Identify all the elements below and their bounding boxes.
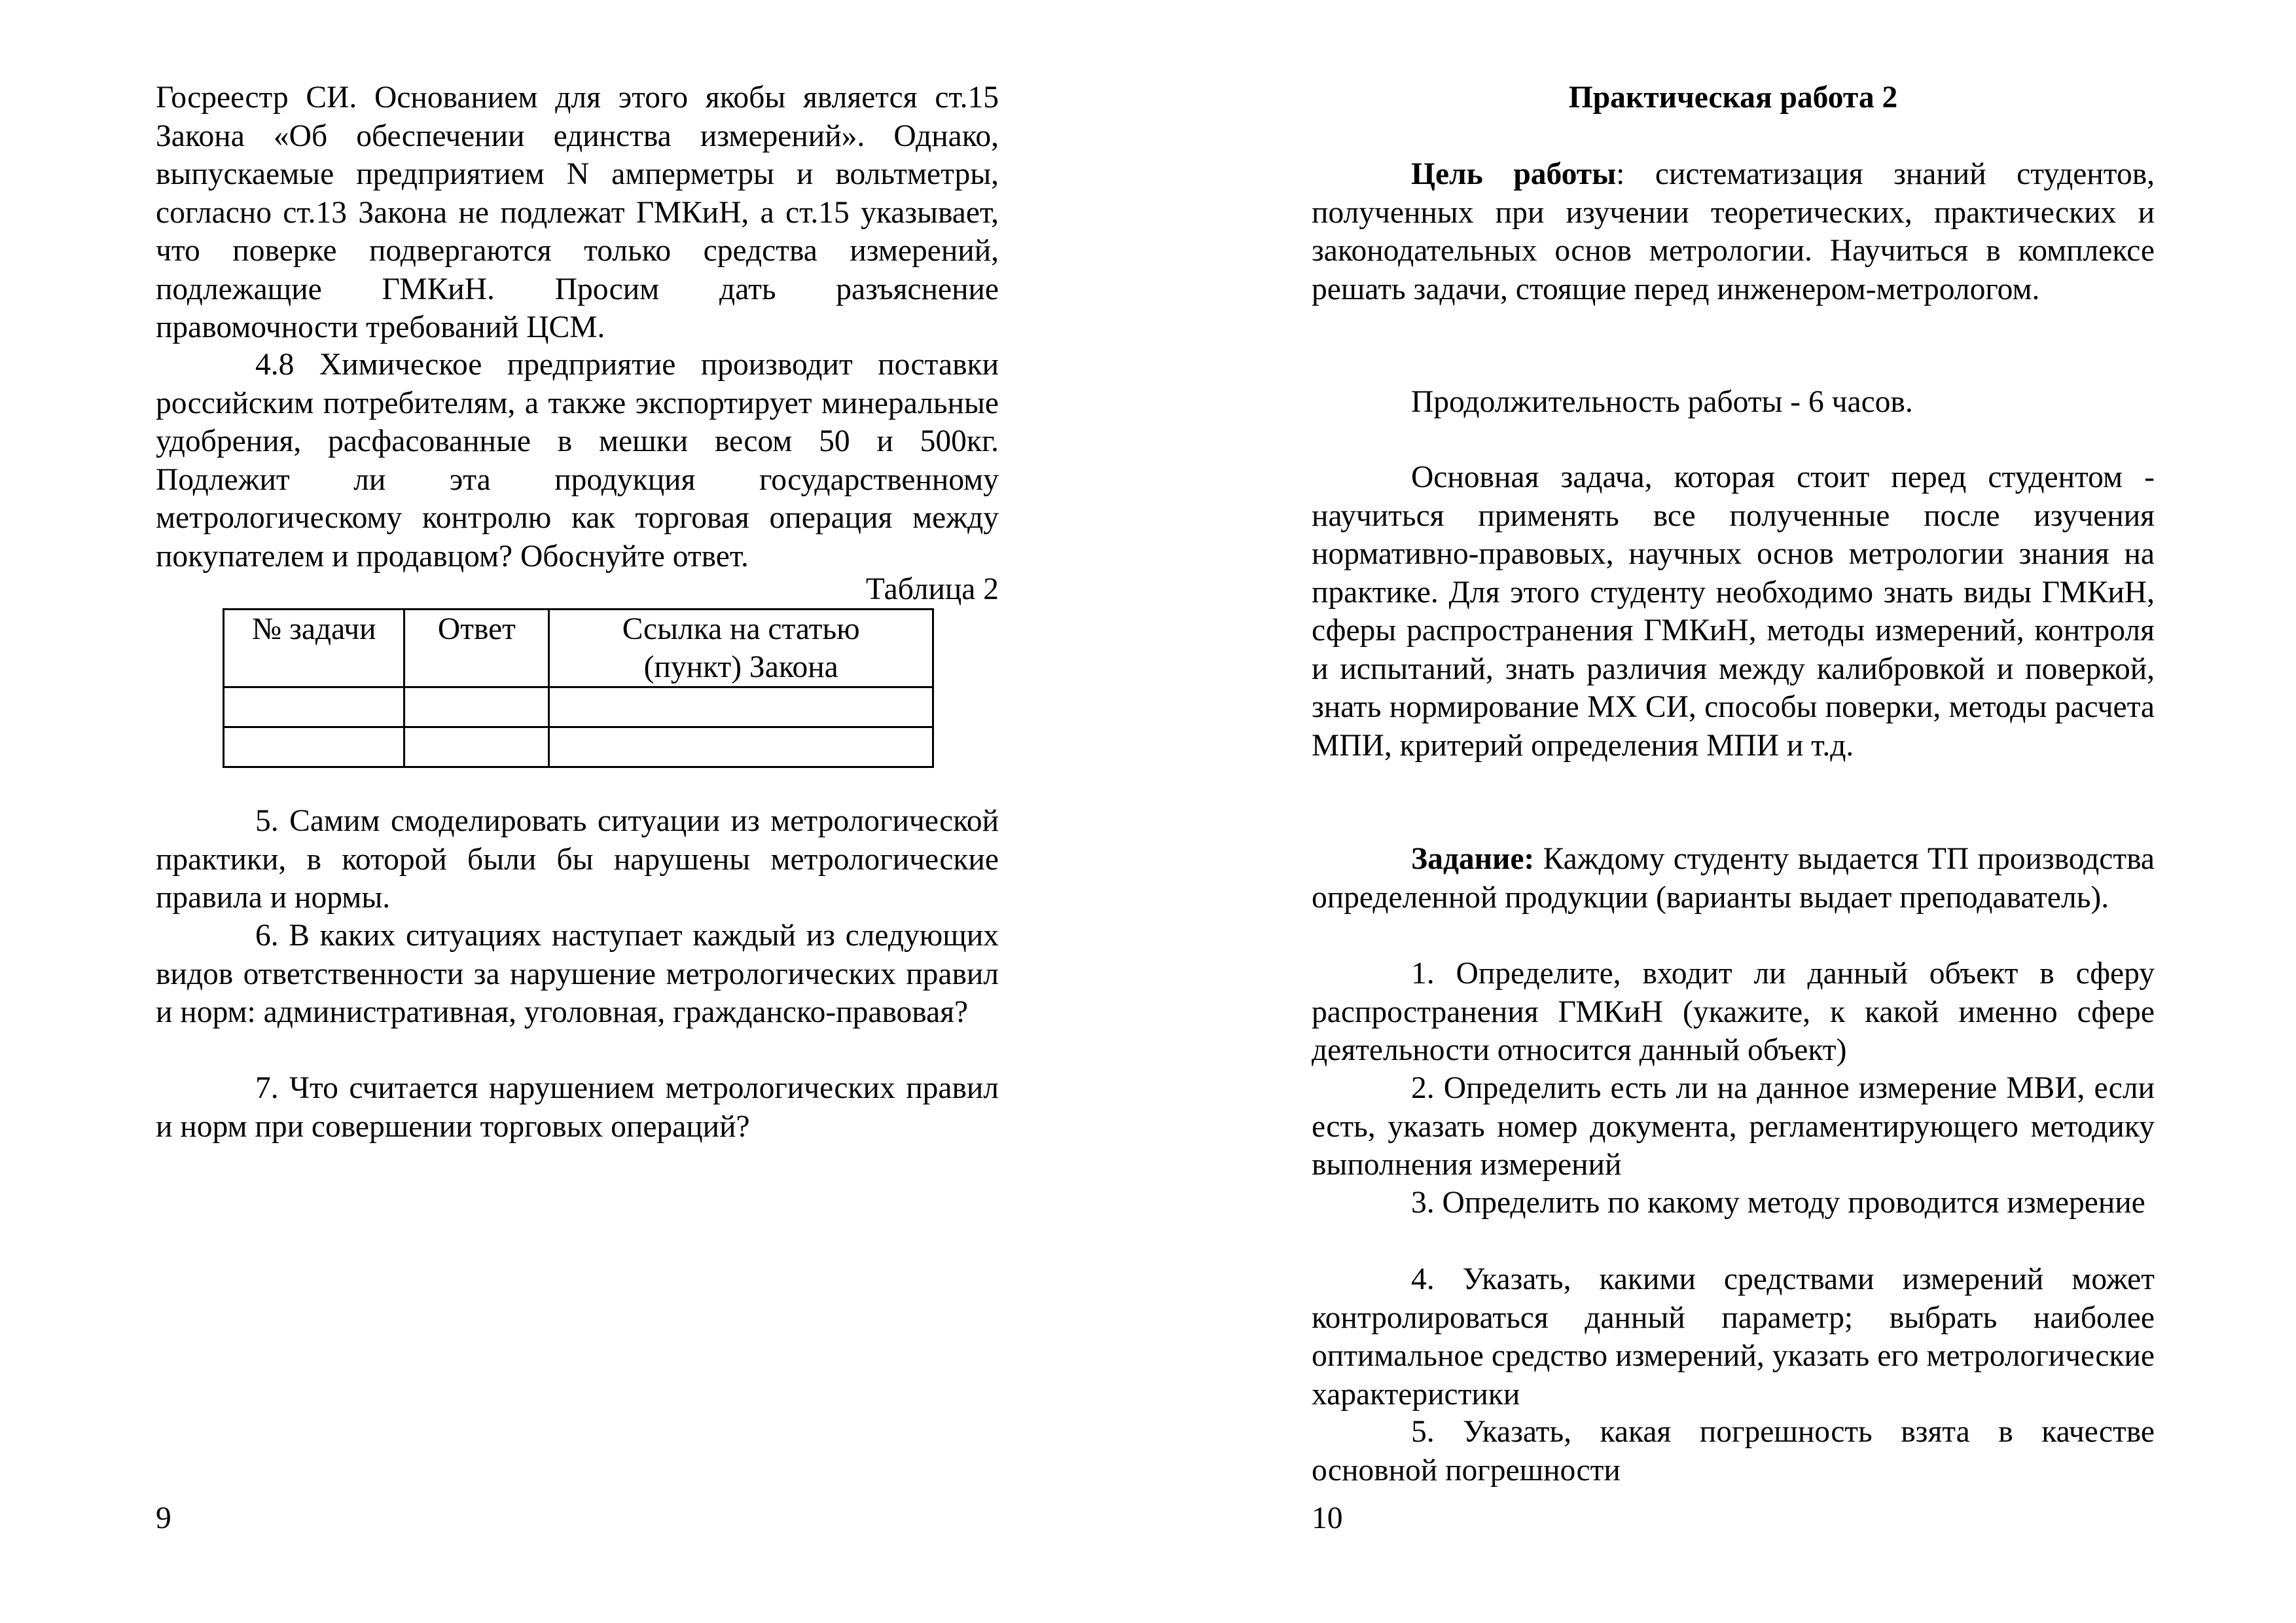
header-law-reference-line2: (пункт) Закона [643, 650, 838, 684]
paragraph-task-4-8: 4.8 Химическое предприятие производит поставки российским потребителям, а также экспортирует минеральные удобрения, расфасованные в мешки весом 50 и 500кг. Подлежит ли эта продукция государственному метрологическому контролю как торговая операция между покупателем и продавцом? Обоснуйте ответ. [156, 348, 999, 574]
list-item-3: 3. Определить по какому методу проводится измерение [1411, 1186, 2145, 1220]
assignment-label: Задание: [1411, 842, 1535, 876]
table-cell [404, 687, 549, 727]
header-law-reference [549, 610, 933, 687]
table-caption: Таблица 2 [865, 572, 999, 606]
table-row [224, 687, 933, 727]
list-item-5: 5. Указать, какая погрешность взята в качестве основной погрешности [1312, 1415, 2155, 1487]
list-item-2: 2. Определить есть ли на данное измерение МВИ, если есть, указать номер документа, регламентирующего методику выполнения измерений [1312, 1071, 2155, 1182]
header-answer: Ответ [404, 610, 549, 687]
paragraph-item-6: 6. В каких ситуациях наступает каждый из следующих видов ответственности за нарушение метрологических правил и норм: административная, уголовная, гражданско-правовая? [156, 919, 999, 1029]
table-cell [404, 727, 549, 767]
list-item-1: 1. Определите, входит ли данный объект в сферу распространения ГМКиН (укажите, к какой именно сфере деятельности относится данный объект) [1312, 957, 2155, 1067]
paragraph-assignment [1312, 840, 2155, 917]
paragraph-gosreestr: Госреестр СИ. Основанием для этого якобы является ст.15 Закона «Об обеспечении единства измерений». Однако, выпускаемые предприятием N амперметры и вольтметры, согласно ст.13 Закона не подлежат ГМКиН, а ст.15 указывает, что поверке подвергаются только средства измерений, подлежащие ГМКиН. Просим дать разъяснение правомочности требований ЦСМ. [156, 81, 999, 344]
table-cell [224, 687, 404, 727]
header-law-reference-line1: Ссылка на статью [622, 612, 860, 646]
left-page [156, 0, 999, 1623]
list-item-4: 4. Указать, какими средствами измерений может контролироваться данный параметр; выбрать наиболее оптимальное средство измерений, указать его метрологические характеристики [1312, 1262, 2155, 1412]
goal-label: Цель работы [1411, 157, 1617, 191]
assignment-text: Каждому студенту выдается ТП производства определенной продукции (варианты выдает преподаватель). [1312, 842, 2155, 915]
table-cell [224, 727, 404, 767]
page-number-left: 9 [156, 1501, 171, 1535]
page-title: Практическая работа 2 [1568, 81, 1898, 115]
paragraph-main-task: Основная задача, которая стоит перед студентом - научиться применять все полученные после изучения нормативно-правовых, научных основ метрологии знания на практике. Для этого студенту необходимо знать виды ГМКиН, сферы распространения ГМКиН, методы измерений, контроля и испытаний, знать различия между калибровкой и поверкой, знать нормирование МХ СИ, способы поверки, методы расчета МПИ, критерий определения МПИ и т.д. [1312, 460, 2155, 763]
answers-table [223, 608, 934, 768]
table-cell [549, 727, 933, 767]
table-cell [549, 687, 933, 727]
paragraph-duration: Продолжительность работы - 6 часов. [1411, 385, 1913, 419]
table-row [224, 727, 933, 767]
paragraph-item-5: 5. Самим смоделировать ситуации из метрологической практики, в которой были бы нарушены метрологические правила и нормы. [156, 804, 999, 915]
paragraph-goal [1312, 155, 2155, 308]
paragraph-item-7: 7. Что считается нарушением метрологических правил и норм при совершении торговых операций? [156, 1071, 999, 1144]
answers-table-wrapper [156, 608, 999, 768]
right-page [1312, 0, 2155, 1623]
header-task-number: № задачи [224, 610, 404, 687]
table-header-row [224, 610, 933, 687]
goal-text: : систематизация знаний студентов, полученных при изучении теоретических, практических и законодательных основ метрологии. Научиться в комплексе решать задачи, стоящие перед инженером-метрологом. [1312, 157, 2155, 306]
page-number-right: 10 [1312, 1501, 1343, 1535]
